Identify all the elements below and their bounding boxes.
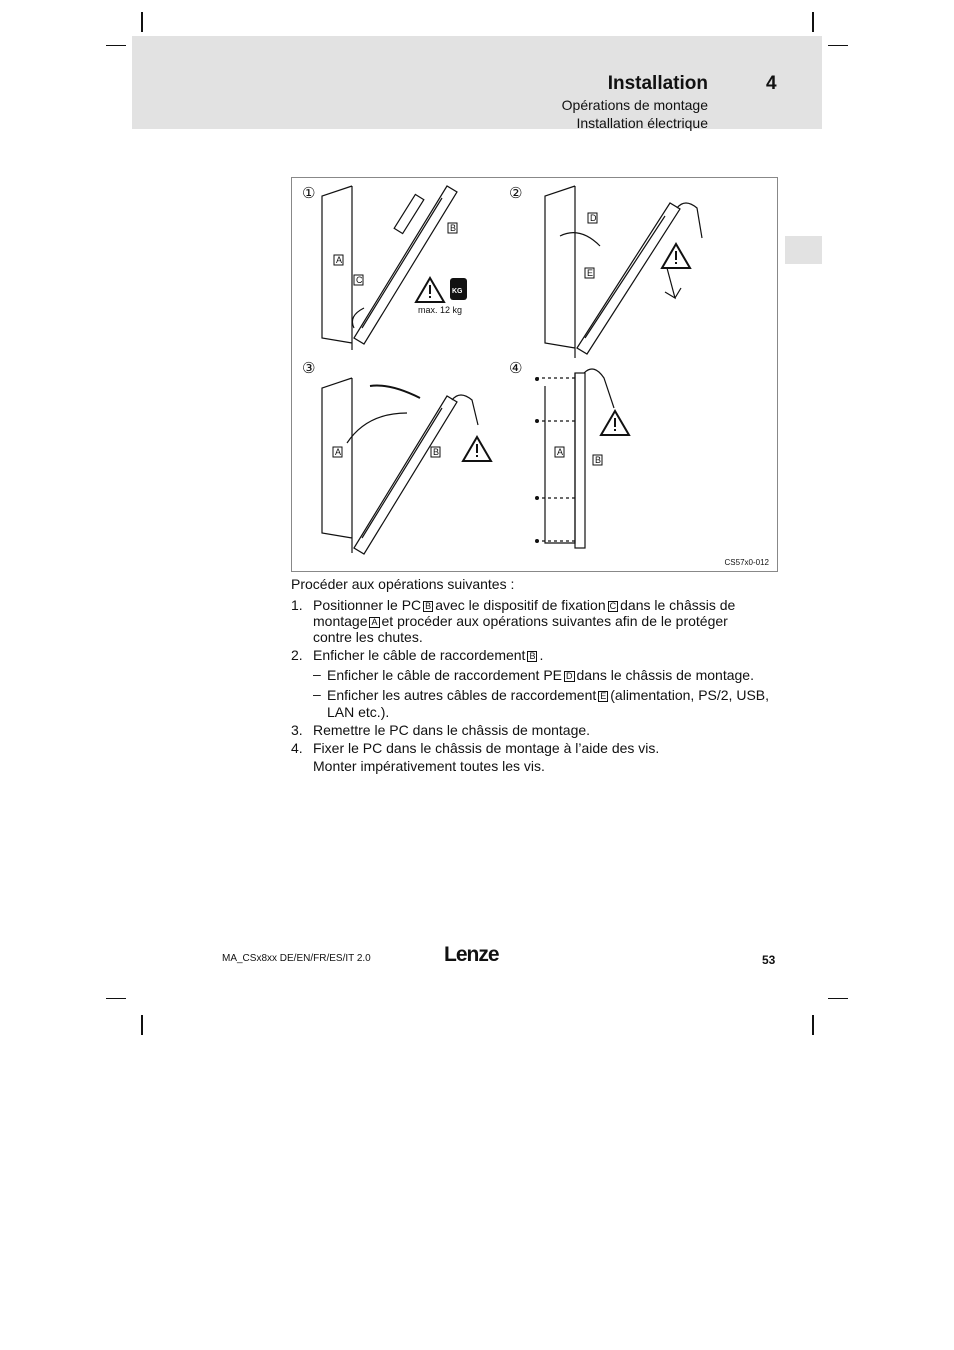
header-subtitle-1: Opérations de montage: [561, 97, 708, 113]
ref-box: A: [371, 617, 378, 627]
step-number: ②: [509, 184, 523, 202]
down-arrow: [665, 268, 681, 298]
substep-2-line-1: Enficher les autres câbles de raccordement E (alimentation, PS/2, USB,: [327, 687, 770, 703]
intro-text: Procéder aux opérations suivantes :: [291, 576, 515, 592]
label-e: E: [587, 268, 594, 278]
step-number: ④: [509, 359, 523, 377]
label-b: B: [595, 455, 602, 465]
step-num: 1.: [291, 597, 303, 613]
cable-2: [560, 233, 600, 246]
figure-drawing: [292, 178, 779, 573]
step-num: 3.: [291, 722, 303, 738]
step-number: ①: [302, 184, 316, 202]
crop-mark: [828, 998, 848, 999]
weight-badge: KG: [452, 288, 463, 295]
curved-arrow: [370, 386, 420, 399]
frame-panel-3: [322, 378, 352, 553]
cable-3: [347, 413, 407, 443]
step-4-line-2: Monter impérativement toutes les vis.: [313, 758, 545, 774]
figure-id: CS57x0-012: [724, 558, 769, 567]
substep-dash: –: [313, 666, 321, 682]
label-a: A: [335, 447, 342, 457]
header-subtitle-2: Installation électrique: [576, 115, 708, 131]
substep-2-line-2: LAN etc.).: [327, 704, 390, 720]
crop-mark: [106, 998, 126, 999]
label-a: A: [557, 447, 564, 457]
step-1-line-2: montage A et procéder aux opérations suivantes afin de le protéger: [313, 613, 728, 629]
hand-4: [584, 369, 614, 408]
crop-mark: [106, 45, 126, 46]
hand-2: [677, 203, 702, 238]
pc-panel-4: [575, 373, 585, 548]
label-b: B: [433, 447, 440, 457]
step-3-text: Remettre le PC dans le châssis de montage.: [313, 722, 591, 738]
substep-1: Enficher le câble de raccordement PE D dans le châssis de montage.: [327, 667, 754, 683]
ref-box: D: [566, 671, 573, 681]
label-d: D: [590, 213, 597, 223]
ref-box: B: [425, 601, 432, 611]
crop-mark: [141, 1015, 143, 1035]
step-1-line-1: Positionner le PC B avec le dispositif de fixation C dans le châssis de: [313, 597, 736, 613]
frame-panel-1: [322, 186, 352, 350]
installation-figure: [291, 177, 778, 572]
side-tab: [785, 236, 822, 264]
step-2-line-1: Enficher le câble de raccordement B .: [313, 647, 544, 663]
ref-box: E: [600, 691, 607, 701]
ref-box: B: [529, 651, 536, 661]
frame-panel-2: [545, 186, 575, 358]
page-title: Installation: [607, 73, 708, 94]
step-num: 4.: [291, 740, 303, 756]
crop-mark: [141, 12, 143, 32]
footer-doc-code: MA_CSx8xx DE/EN/FR/ES/IT 2.0: [222, 953, 371, 964]
lenze-logo: Lenze: [444, 943, 499, 966]
label-c: C: [356, 275, 363, 285]
frame-panel-4: [545, 373, 575, 543]
step-4-line-1: Fixer le PC dans le châssis de montage à l’aide des vis.: [313, 740, 660, 756]
header-band: [132, 36, 822, 129]
crop-mark: [812, 1015, 814, 1035]
crop-mark: [828, 45, 848, 46]
ref-box: C: [609, 601, 617, 611]
page-number: 53: [762, 953, 776, 967]
label-b: B: [450, 223, 457, 233]
crop-mark: [812, 12, 814, 32]
weight-text: max. 12 kg: [418, 305, 463, 315]
step-1-line-3: contre les chutes.: [313, 629, 423, 645]
label-a: A: [336, 255, 343, 265]
chapter-number: 4: [766, 73, 777, 94]
pc-panel-3: [354, 396, 457, 554]
step-num: 2.: [291, 647, 303, 663]
hand-3: [452, 395, 478, 425]
substep-dash: –: [313, 686, 321, 702]
step-number: ③: [302, 359, 316, 377]
